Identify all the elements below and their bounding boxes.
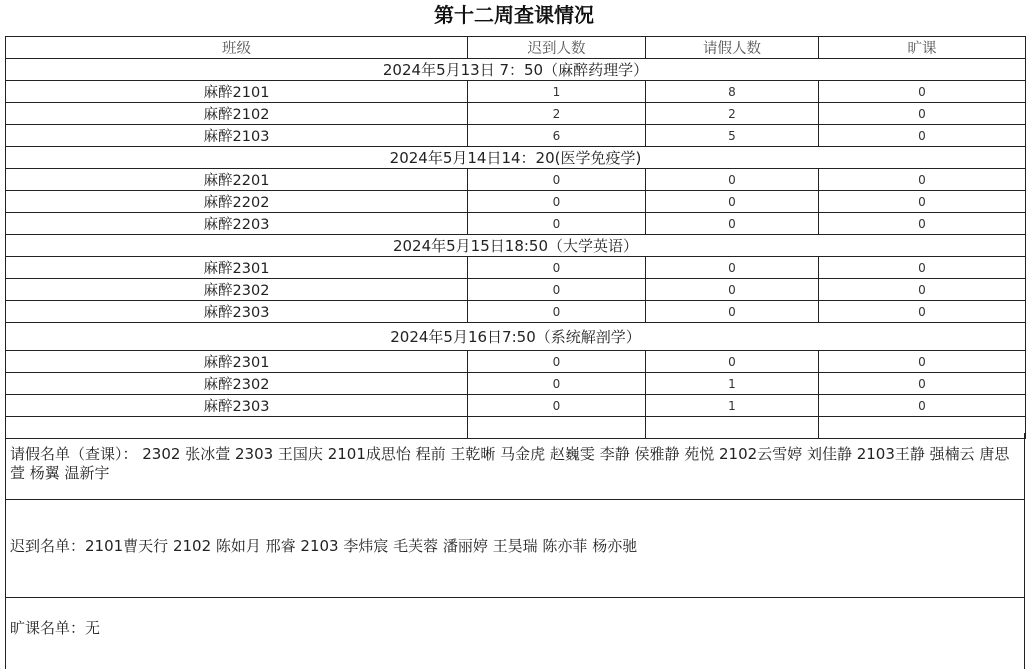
- session-row: [6, 59, 1026, 81]
- attendance-table: [5, 36, 1026, 439]
- late-list: 迟到名单：2101曹天行 2102 陈如月 邢睿 2103 李炜宸 毛芙蓉 潘丽婷 王昊瑞 陈亦菲 杨亦驰: [10, 537, 638, 555]
- page-title: 第十二周查课情况: [434, 3, 594, 27]
- class-cell: 麻醉2101: [6, 81, 468, 103]
- notes-section: [5, 433, 1025, 669]
- leave-count-cell: 8: [646, 81, 819, 103]
- leave-count-cell: 0: [646, 279, 819, 301]
- table-row: [6, 169, 1026, 191]
- absent-count-cell: 0: [819, 373, 1026, 395]
- table-row: [6, 395, 1026, 417]
- column-header-late: 迟到人数: [468, 37, 646, 59]
- class-cell: 麻醉2301: [6, 351, 468, 373]
- leave-count-cell: 5: [646, 125, 819, 147]
- table-row: [6, 301, 1026, 323]
- table-row: [6, 279, 1026, 301]
- absent-count-cell: 0: [819, 301, 1026, 323]
- absent-count-cell: 0: [819, 351, 1026, 373]
- late-count-cell: 0: [468, 257, 646, 279]
- leave-count-cell: 0: [646, 257, 819, 279]
- class-cell: 麻醉2302: [6, 279, 468, 301]
- late-count-cell: 0: [468, 301, 646, 323]
- absent-count-cell: 0: [819, 257, 1026, 279]
- table-row: [6, 103, 1026, 125]
- table-row: [6, 191, 1026, 213]
- class-cell: 麻醉2303: [6, 301, 468, 323]
- absent-count-cell: 0: [819, 81, 1026, 103]
- late-count-cell: 2: [468, 103, 646, 125]
- leave-count-cell: 0: [646, 169, 819, 191]
- late-count-cell: 0: [468, 169, 646, 191]
- session-row: [6, 147, 1026, 169]
- divider: [6, 597, 1024, 598]
- leave-count-cell: 0: [646, 301, 819, 323]
- table-row: [6, 351, 1026, 373]
- absent-count-cell: 0: [819, 213, 1026, 235]
- leave-count-cell: 1: [646, 373, 819, 395]
- column-header-class: 班级: [6, 37, 468, 59]
- class-cell: 麻醉2202: [6, 191, 468, 213]
- session-row: [6, 323, 1026, 351]
- late-count-cell: 0: [468, 191, 646, 213]
- leave-count-cell: 2: [646, 103, 819, 125]
- absent-count-cell: 0: [819, 191, 1026, 213]
- class-cell: 麻醉2201: [6, 169, 468, 191]
- table-row: [6, 213, 1026, 235]
- late-count-cell: 0: [468, 351, 646, 373]
- class-cell: 麻醉2102: [6, 103, 468, 125]
- late-count-cell: 0: [468, 373, 646, 395]
- session-label: 2024年5月16日7:50（系统解剖学）: [6, 323, 1026, 351]
- table-row: [6, 81, 1026, 103]
- late-count-cell: 0: [468, 395, 646, 417]
- divider: [6, 499, 1024, 500]
- table-header-row: [6, 37, 1026, 59]
- late-count-cell: 6: [468, 125, 646, 147]
- absent-count-cell: 0: [819, 169, 1026, 191]
- late-count-cell: 0: [468, 279, 646, 301]
- absent-count-cell: 0: [819, 395, 1026, 417]
- leave-count-cell: 0: [646, 351, 819, 373]
- session-row: [6, 235, 1026, 257]
- session-label: 2024年5月14日14：20(医学免疫学): [6, 147, 1026, 169]
- class-cell: 麻醉2203: [6, 213, 468, 235]
- leave-count-cell: 1: [646, 395, 819, 417]
- column-header-leave: 请假人数: [646, 37, 819, 59]
- column-header-absent: 旷课: [819, 37, 1026, 59]
- table-row: [6, 257, 1026, 279]
- class-cell: 麻醉2302: [6, 373, 468, 395]
- absent-list: 旷课名单：无: [10, 619, 101, 637]
- leave-list: 请假名单（查课）： 2302 张冰萱 2303 王国庆 2101成思怡 程前 王乾晰 马金虎 赵巍雯 李静 侯雅静 苑悦 2102云雪婷 刘佳静 2103王静 强楠云 唐思萱 杨翼 温新宇: [10, 445, 1010, 482]
- absent-count-cell: 0: [819, 103, 1026, 125]
- table-row: [6, 373, 1026, 395]
- class-cell: 麻醉2301: [6, 257, 468, 279]
- class-cell: 麻醉2103: [6, 125, 468, 147]
- table-row: [6, 125, 1026, 147]
- late-count-cell: 0: [468, 213, 646, 235]
- absent-count-cell: 0: [819, 279, 1026, 301]
- absent-count-cell: 0: [819, 125, 1026, 147]
- session-label: 2024年5月15日18:50（大学英语）: [6, 235, 1026, 257]
- late-count-cell: 1: [468, 81, 646, 103]
- session-label: 2024年5月13日 7：50（麻醉药理学）: [6, 59, 1026, 81]
- leave-count-cell: 0: [646, 213, 819, 235]
- class-cell: 麻醉2303: [6, 395, 468, 417]
- leave-count-cell: 0: [646, 191, 819, 213]
